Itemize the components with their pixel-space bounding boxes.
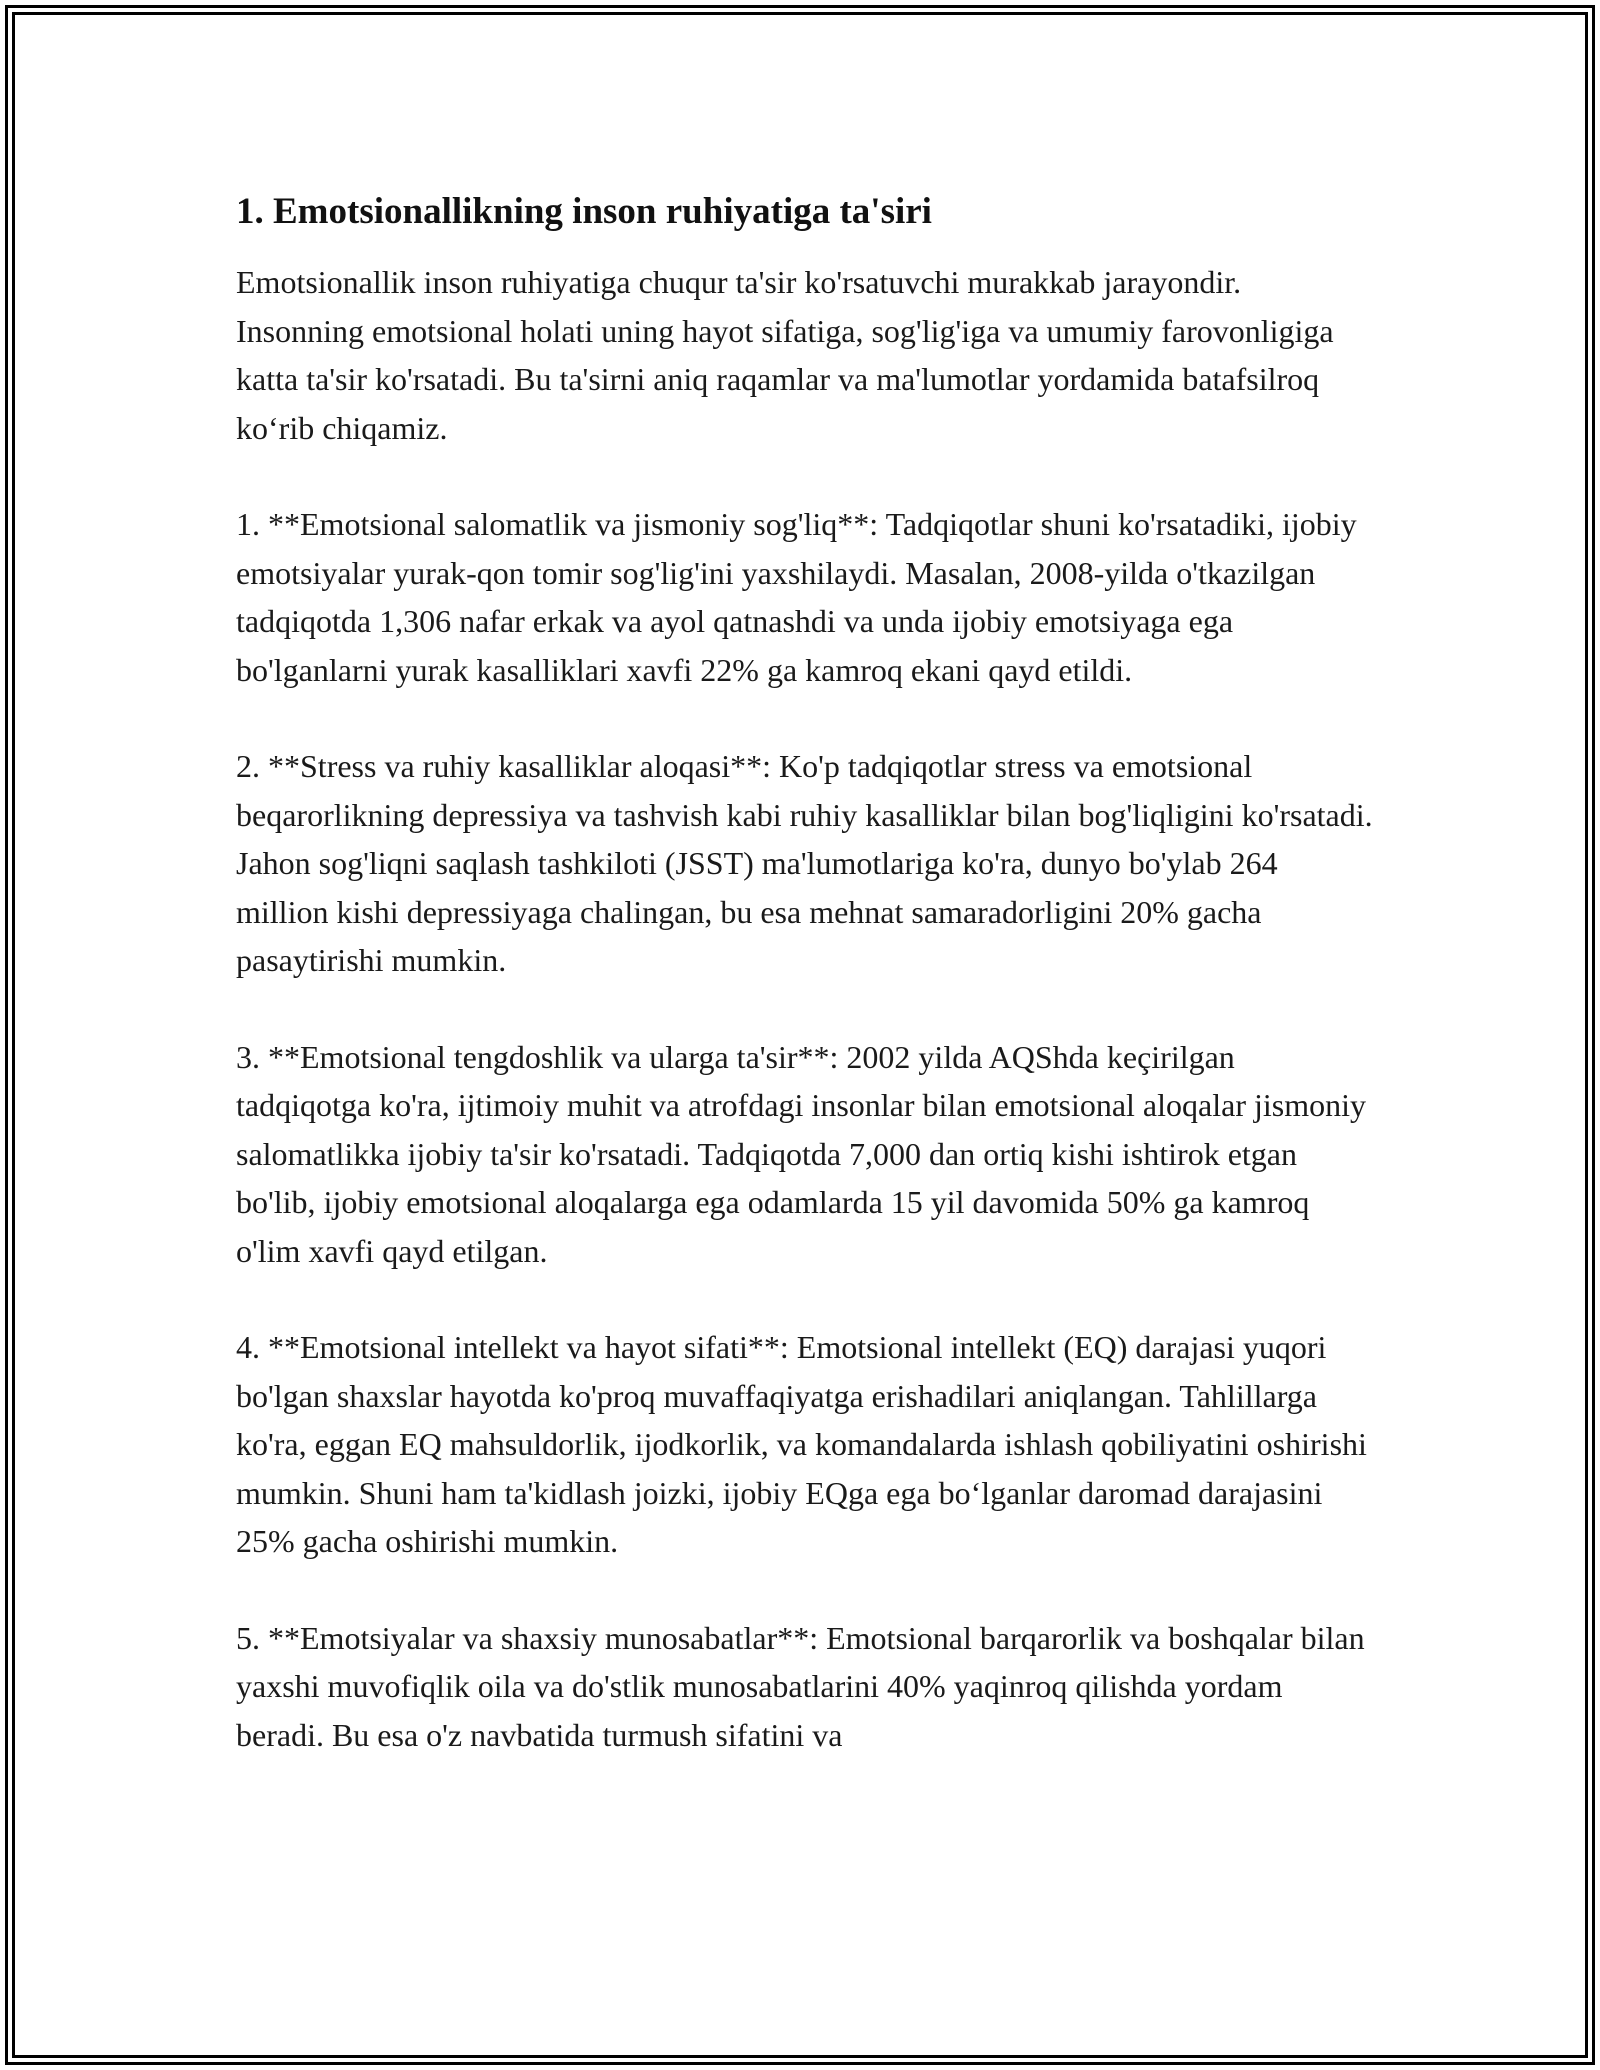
- paragraph-3: 3. **Emotsional tengdoshlik va ularga ta'sir**: 2002 yilda AQShda keçirilgan tadqiqotga ko'ra, ijtimoiy muhit va atrofdagi insonlar bilan emotsional aloqalar jismoniy salomatlikka ijobiy ta'sir ko'rsatadi. Tadqiqotda 7,000 dan ortiq kishi ishtirok etgan bo'lib, ijobiy emotsional aloqalarga ega odamlarda 15 yil davomida 50% ga kamroq o'lim xavfi qayd etilgan.: [236, 1038, 1366, 1269]
- section-heading: 1. Emotsionallikning inson ruhiyatiga ta'siri: [236, 191, 932, 232]
- paragraph-1: 1. **Emotsional salomatlik va jismoniy sog'liq**: Tadqiqotlar shuni ko'rsatadiki, ijobiy emotsiyalar yurak-qon tomir sog'lig'ini yaxshilaydi. Masalan, 2008-yilda o'tkazilgan tadqiqotda 1,306 nafar erkak va ayol qatnashdi va unda ijobiy emotsiyaga ega bo'lganlarni yurak kasalliklari xavfi 22% ga kamroq ekani qayd etildi.: [236, 506, 1357, 688]
- document-body: [236, 186, 1376, 1807]
- paragraph-2: 2. **Stress va ruhiy kasalliklar aloqasi**: Ko'p tadqiqotlar stress va emotsional beqarorlikning depressiya va tashvish kabi ruhiy kasalliklar bilan bog'liqligini ko'rsatadi. Jahon sog'liqni saqlash tashkiloti (JSST) ma'lumotlariga ko'ra, dunyo bo'ylab 264 million kishi depressiyaga chalingan, bu esa mehnat samaradorligini 20% gacha pasaytirishi mumkin.: [236, 748, 1373, 978]
- intro-paragraph: Emotsionallik inson ruhiyatiga chuqur ta'sir ko'rsatuvchi murakkab jarayondir. Insonning emotsional holati uning hayot sifatiga, sog'lig'iga va umumiy farovonligiga katta ta'sir ko'rsatadi. Bu ta'sirni aniq raqamlar va ma'lumotlar yordamida batafsilroq ko‘rib chiqamiz.: [236, 264, 1334, 446]
- paragraph-4: 4. **Emotsional intellekt va hayot sifati**: Emotsional intellekt (EQ) darajasi yuqori bo'lgan shaxslar hayotda ko'proq muvaffaqiyatga erishadilari aniqlangan. Tahlillarga ko'ra, eggan EQ mahsuldorlik, ijodkorlik, va komandalarda ishlash qobiliyatini oshirishi mumkin. Shuni ham ta'kidlash joizki, ijobiy EQga ega bo‘lganlar daromad darajasini 25% gacha oshirishi mumkin.: [236, 1329, 1367, 1559]
- paragraph-5: 5. **Emotsiyalar va shaxsiy munosabatlar**: Emotsional barqarorlik va boshqalar bilan yaxshi muvofiqlik oila va do'stlik munosabatlarini 40% yaqinroq qilishda yordam beradi. Bu esa o'z navbatida turmush sifatini va: [236, 1619, 1365, 1753]
